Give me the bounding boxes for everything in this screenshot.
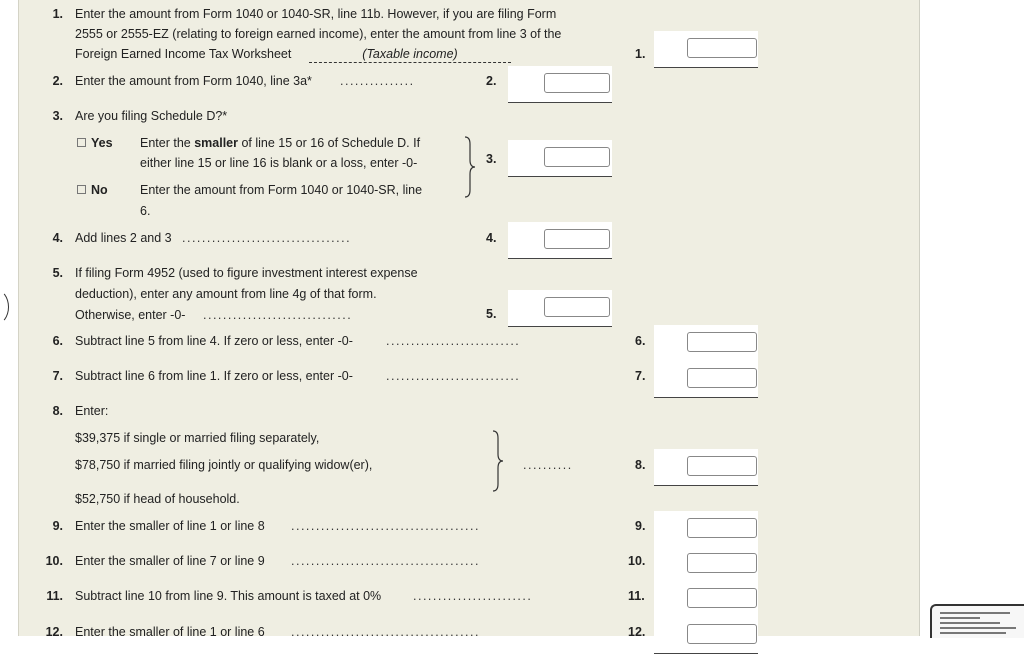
line-1-text-b: 2555 or 2555-EZ (relating to foreign earned income), enter the amount from line 3 of the xyxy=(75,27,562,41)
line-7-text: Subtract line 6 from line 1. If zero or less, enter -0- xyxy=(75,369,353,383)
line-3-brace xyxy=(463,136,477,198)
line-5-input[interactable] xyxy=(544,297,610,317)
line-1-input[interactable] xyxy=(687,38,757,58)
taxable-income-label: (Taxable income) xyxy=(309,46,511,63)
yes-checkbox[interactable] xyxy=(77,138,86,147)
line-4-text: Add lines 2 and 3 xyxy=(75,231,172,245)
line-6-leader-dots: ........................... xyxy=(386,334,521,348)
yes-instruction xyxy=(140,135,420,151)
line-12-leader-dots: ...................................... xyxy=(291,625,480,639)
line-8-box-number: 8. xyxy=(635,458,646,472)
line-6-cell xyxy=(654,325,758,362)
line-10-leader-dots: ...................................... xyxy=(291,554,480,568)
line-5-text-b: deduction), enter any amount from line 4g of that form. xyxy=(75,287,377,301)
line-8-brace xyxy=(491,430,505,492)
line-1-text-a: Enter the amount from Form 1040 or 1040-SR, line 11b. However, if you are filing Form xyxy=(75,7,557,21)
line-1-cell xyxy=(654,31,758,68)
line-11-box-number: 11. xyxy=(628,589,645,603)
line-12-number: 12. xyxy=(45,625,63,639)
line-2-leader-dots: ............... xyxy=(340,74,415,88)
line-1-number: 1. xyxy=(52,7,63,21)
line-7-cell xyxy=(654,361,758,398)
line-6-box-number: 6. xyxy=(635,334,646,348)
partial-circle-shape xyxy=(0,289,9,325)
line-6-number: 6. xyxy=(52,334,63,348)
line-2-number: 2. xyxy=(52,74,63,88)
yes-text-b: of line 15 or 16 of Schedule D. If xyxy=(237,136,421,150)
yes-label: Yes xyxy=(91,136,113,150)
line-2-text: Enter the amount from Form 1040, line 3a* xyxy=(75,74,312,88)
line-8-leader-dots: .......... xyxy=(523,458,573,472)
line-1-text-c: Foreign Earned Income Tax Worksheet xyxy=(75,47,292,61)
yes-instruction-cont: either line 15 or line 16 is blank or a loss, enter -0- xyxy=(140,156,418,170)
line-3-box-number: 3. xyxy=(486,152,497,166)
line-5-box-number: 5. xyxy=(486,307,497,321)
line-12-text: Enter the smaller of line 1 or line 6 xyxy=(75,625,265,639)
line-4-box-number: 4. xyxy=(486,231,497,245)
yes-option[interactable] xyxy=(77,135,113,151)
line-8-option-head: $52,750 if head of household. xyxy=(75,492,240,506)
line-6-text: Subtract line 5 from line 4. If zero or less, enter -0- xyxy=(75,334,353,348)
yes-text-a: Enter the xyxy=(140,136,195,150)
line-11-leader-dots: ........................ xyxy=(413,589,533,603)
line-7-number: 7. xyxy=(52,369,63,383)
line-2-input[interactable] xyxy=(544,73,610,93)
line-3-input[interactable] xyxy=(544,147,610,167)
line-2-cell xyxy=(508,66,612,103)
line-10-box-number: 10. xyxy=(628,554,646,568)
line-5-text-a: If filing Form 4952 (used to figure investment interest expense xyxy=(75,266,418,280)
no-option[interactable] xyxy=(77,182,108,198)
line-7-input[interactable] xyxy=(687,368,757,388)
line-8-option-single: $39,375 if single or married filing separately, xyxy=(75,431,320,445)
line-10-input[interactable] xyxy=(687,553,757,573)
line-11-cell xyxy=(654,581,758,618)
yes-text-bold: smaller xyxy=(194,136,238,150)
line-8-cell xyxy=(654,449,758,486)
line-3-text: Are you filing Schedule D?* xyxy=(75,109,228,123)
line-7-box-number: 7. xyxy=(635,369,646,383)
no-label: No xyxy=(91,183,108,197)
line-9-cell xyxy=(654,511,758,548)
line-4-cell xyxy=(508,222,612,259)
line-8-option-joint: $78,750 if married filing jointly or qualifying widow(er), xyxy=(75,458,373,472)
line-9-number: 9. xyxy=(52,519,63,533)
line-10-number: 10. xyxy=(45,554,63,568)
line-3-number: 3. xyxy=(52,109,63,123)
line-5-number: 5. xyxy=(52,266,63,280)
line-11-text: Subtract line 10 from line 9. This amount is taxed at 0% xyxy=(75,589,382,603)
line-9-text: Enter the smaller of line 1 or line 8 xyxy=(75,519,265,533)
line-2-box-number: 2. xyxy=(486,74,497,88)
tax-worksheet-form xyxy=(18,0,920,639)
line-8-text: Enter: xyxy=(75,404,109,418)
no-instruction-cont: 6. xyxy=(140,204,151,218)
line-4-input[interactable] xyxy=(544,229,610,249)
line-10-text: Enter the smaller of line 7 or line 9 xyxy=(75,554,265,568)
line-9-box-number: 9. xyxy=(635,519,646,533)
line-8-input[interactable] xyxy=(687,456,757,476)
line-12-box-number: 12. xyxy=(628,625,646,639)
line-4-number: 4. xyxy=(52,231,63,245)
line-5-text-c: Otherwise, enter -0- xyxy=(75,308,186,322)
line-6-input[interactable] xyxy=(687,332,757,352)
line-7-leader-dots: ........................... xyxy=(386,369,521,383)
no-instruction: Enter the amount from Form 1040 or 1040-SR, line xyxy=(140,183,423,197)
line-3-cell xyxy=(508,140,612,177)
line-5-leader-dots: .............................. xyxy=(203,308,353,322)
line-9-input[interactable] xyxy=(687,518,757,538)
line-10-cell xyxy=(654,546,758,583)
line-8-number: 8. xyxy=(52,404,63,418)
line-11-number: 11. xyxy=(46,589,63,603)
page-thumbnail-preview[interactable] xyxy=(930,604,1024,638)
line-11-input[interactable] xyxy=(687,588,757,608)
line-9-leader-dots: ...................................... xyxy=(291,519,480,533)
line-12-input[interactable] xyxy=(687,624,757,644)
line-4-leader-dots: .................................. xyxy=(182,231,352,245)
no-checkbox[interactable] xyxy=(77,185,86,194)
line-1-box-number: 1. xyxy=(635,47,646,61)
line-5-cell xyxy=(508,290,612,327)
